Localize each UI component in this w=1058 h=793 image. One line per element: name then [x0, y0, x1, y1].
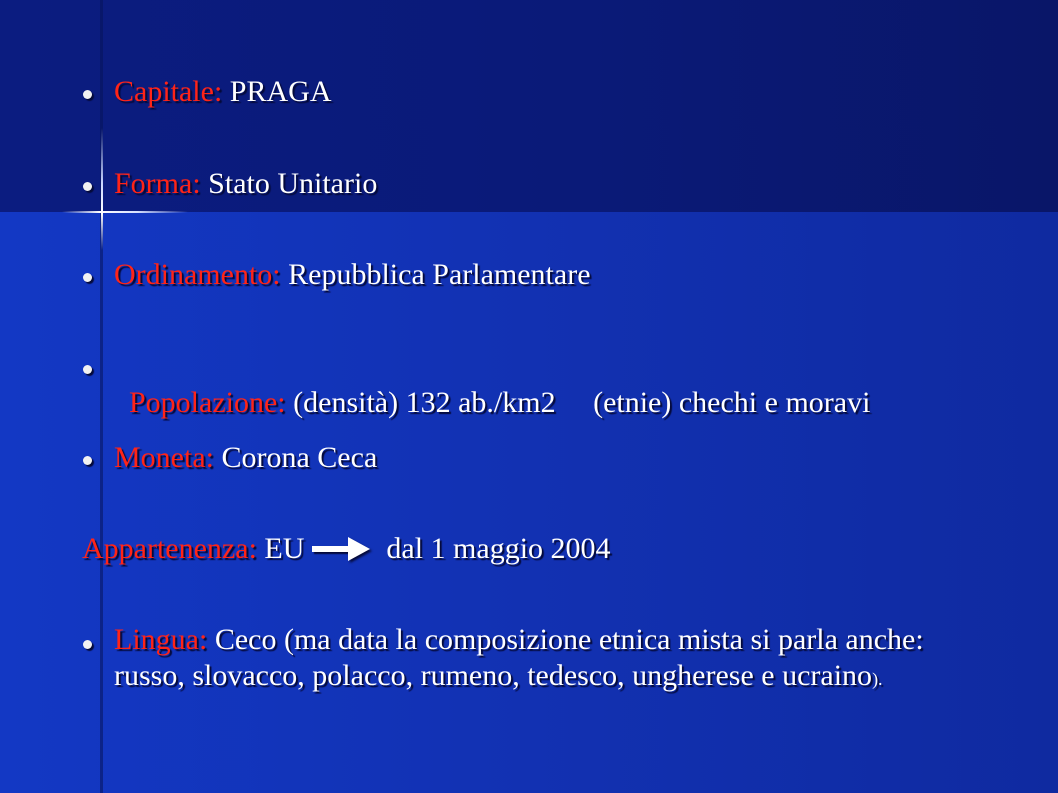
right-arrow-icon: [312, 536, 372, 560]
bullet-icon: [83, 456, 92, 465]
vertical-divider: [100, 0, 103, 793]
item-value: (densità) 132 ab./km2 (etnie) chechi e moravi: [285, 386, 871, 419]
item-label: Forma:: [114, 167, 201, 200]
item-suffix: ).: [872, 669, 883, 689]
list-item-moneta: [114, 440, 377, 476]
membership-value: EU: [256, 532, 305, 565]
bullet-icon: [83, 90, 92, 99]
item-value: Repubblica Parlamentare: [280, 258, 591, 291]
list-item-forma: [114, 166, 377, 202]
list-item-popolazione: [114, 349, 870, 421]
item-label: Capitale:: [114, 75, 223, 108]
background-bottom-band: [0, 212, 1058, 793]
bullet-icon: [83, 182, 92, 191]
item-value: Ceco (ma data la composizione etnica mista si parla anche: russo, slovacco, polacco, rumeno, tedesco, ungherese e ucraino: [114, 623, 924, 692]
membership-label: Appartenenza:: [82, 532, 257, 565]
sparkle-cross-horizontal: [62, 211, 188, 213]
item-label: Ordinamento:: [114, 258, 281, 291]
sparkle-cross-vertical: [101, 128, 103, 250]
item-value: Corona Ceca: [213, 441, 378, 474]
item-label: Lingua:: [114, 623, 208, 656]
item-value: PRAGA: [222, 75, 332, 108]
membership-date: dal 1 maggio 2004: [386, 532, 611, 565]
bullet-icon: [83, 273, 92, 282]
list-item-capitale: [114, 74, 332, 110]
membership-line: [82, 531, 611, 567]
list-item-ordinamento: [114, 257, 591, 293]
bullet-icon: [83, 365, 92, 374]
list-item-lingua: [114, 622, 984, 697]
bullet-icon: [83, 640, 92, 649]
item-value: Stato Unitario: [200, 167, 378, 200]
item-label: Moneta:: [114, 441, 214, 474]
item-label: Popolazione:: [129, 386, 286, 419]
